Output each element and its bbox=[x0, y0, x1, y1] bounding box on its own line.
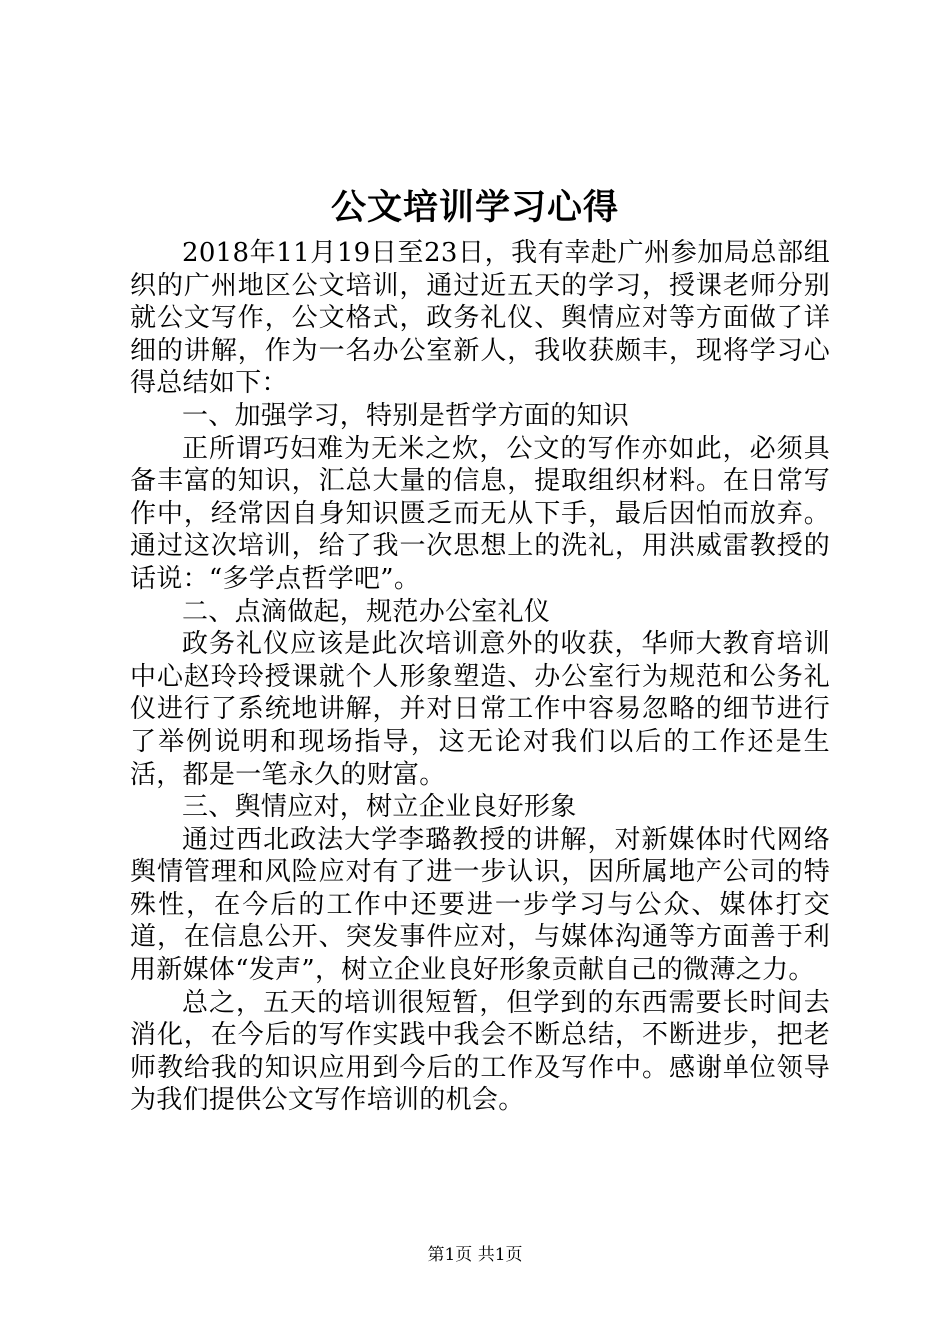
page-footer: 第1页 共1页 bbox=[427, 1245, 523, 1265]
section-paragraph-1: 正所谓巧妇难为无米之炊，公文的写作亦如此，必须具备丰富的知识，汇总大量的信息，提取组织材料。在日常写作中，经常因自身知识匮乏而无从下手，最后因怕而放弃。通过这次培训，给了我一次思想上的洗礼，用洪威雷教授的话说：“多学点哲学吧”。 bbox=[130, 433, 830, 594]
document-title: 公文培训学习心得 bbox=[330, 187, 619, 228]
section-heading-1: 一、加强学习，特别是哲学方面的知识 bbox=[182, 400, 630, 431]
document-body bbox=[130, 237, 830, 1117]
section-paragraph-3: 通过西北政法大学李璐教授的讲解，对新媒体时代网络舆情管理和风险应对有了进一步认识，因所属地产公司的特殊性，在今后的工作中还要进一步学习与公众、媒体打交道，在信息公开、突发事件应对，与媒体沟通等方面善于利用新媒体“发声”，树立企业良好形象贡献自己的微薄之力。 bbox=[130, 824, 830, 986]
section-heading-3: 三、舆情应对，树立企业良好形象 bbox=[182, 792, 577, 823]
section-heading-2: 二、点滴做起，规范办公室礼仪 bbox=[182, 596, 551, 627]
section-paragraph-2: 政务礼仪应该是此次培训意外的收获，华师大教育培训中心赵玲玲授课就个人形象塑造、办公室行为规范和公务礼仪进行了系统地讲解，并对日常工作中容易忽略的细节进行了举例说明和现场指导，这无论对我们以后的工作还是生活，都是一笔永久的财富。 bbox=[130, 629, 830, 790]
conclusion-paragraph: 总之，五天的培训很短暂，但学到的东西需要长时间去消化，在今后的写作实践中我会不断总结，不断进步，把老师教给我的知识应用到今后的工作及写作中。感谢单位领导为我们提供公文写作培训的机会。 bbox=[130, 987, 830, 1116]
intro-paragraph: 2018年11月19日至23日，我有幸赴广州参加局总部组织的广州地区公文培训，通过近五天的学习，授课老师分别就公文写作，公文格式，政务礼仪、舆情应对等方面做了详细的讲解，作为一名办公室新人，我收获颇丰，现将学习心得总结如下： bbox=[130, 238, 830, 399]
